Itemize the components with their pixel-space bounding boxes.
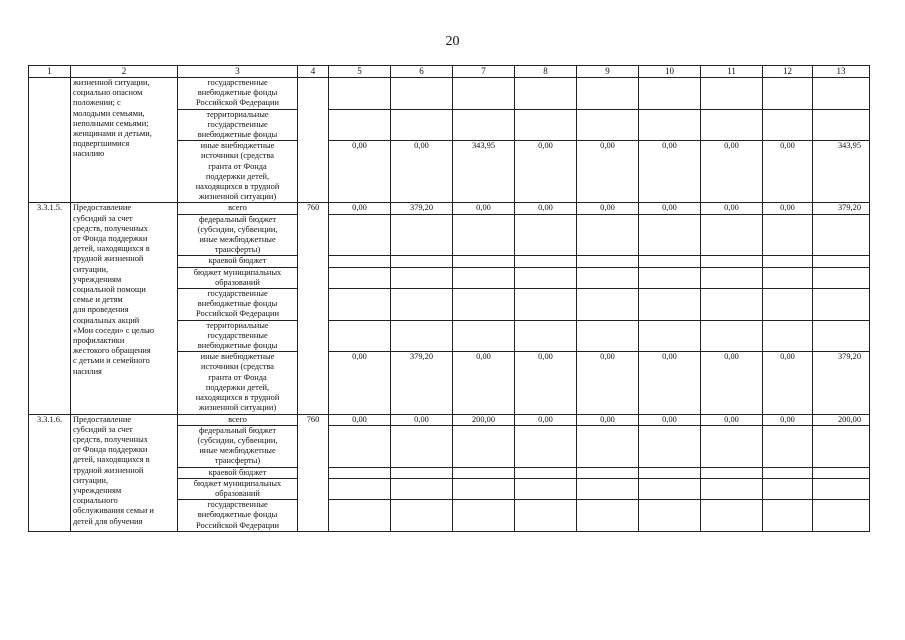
value-cell-col13: 379,20	[813, 203, 870, 214]
item-name-line: детей, находящихся в	[73, 244, 150, 254]
item-name-line: ситуации,	[73, 264, 109, 274]
value-cell-col11	[701, 267, 763, 288]
funding-source	[178, 478, 298, 499]
funding-source-line: территориальные	[206, 109, 269, 119]
value-cell-col5	[329, 478, 391, 499]
value-cell-col12	[763, 214, 813, 256]
item-name-line: детей для обучения	[73, 516, 143, 526]
funding-source-line: трансферты)	[214, 245, 261, 255]
funding-source	[178, 214, 298, 256]
item-name-line: субсидий за счет	[73, 424, 133, 434]
value-cell-col9: 0,00	[577, 414, 639, 425]
value-cell-col11	[701, 425, 763, 467]
value-cell-col11	[701, 500, 763, 532]
funding-source	[178, 414, 298, 425]
item-name-line: Предоставление	[73, 414, 132, 424]
value-cell-col13	[813, 467, 870, 478]
value-cell-col9: 0,00	[577, 352, 639, 414]
value-cell-col7: 343,95	[453, 141, 515, 203]
value-cell-col7: 0,00	[453, 352, 515, 414]
value-cell-col11	[701, 214, 763, 256]
value-cell-col7	[453, 320, 515, 352]
funding-source-line: бюджет муниципальных	[193, 267, 282, 277]
value-cell-col8	[515, 320, 577, 352]
table-row	[29, 203, 870, 214]
value-cell-col8: 0,00	[515, 141, 577, 203]
value-cell-col12: 0,00	[763, 414, 813, 425]
value-cell-col5	[329, 267, 391, 288]
header-row	[29, 66, 870, 78]
value-cell-col5	[329, 467, 391, 478]
funding-source-line: краевой бюджет	[208, 256, 267, 266]
value-cell-col8	[515, 500, 577, 532]
item-name-line: трудной жизненной	[73, 465, 144, 475]
value-cell-col8	[515, 289, 577, 321]
value-cell-col5	[329, 214, 391, 256]
funding-source-line: гранта от Фонда	[208, 161, 267, 171]
item-name-line: социально опасном	[73, 88, 143, 98]
funding-source	[178, 425, 298, 467]
value-cell-col10	[639, 289, 701, 321]
item-name-line: социального	[73, 496, 118, 506]
funding-source-line: находящихся в трудной	[195, 182, 280, 192]
value-cell-col10	[639, 256, 701, 267]
value-cell-col13: 343,95	[813, 141, 870, 203]
value-cell-col9	[577, 109, 639, 141]
value-cell-col5: 0,00	[329, 141, 391, 203]
value-cell-col10	[639, 267, 701, 288]
value-cell-col7	[453, 78, 515, 110]
value-cell-col8	[515, 78, 577, 110]
value-cell-col9	[577, 289, 639, 321]
item-name-line: от Фонда поддержки	[73, 445, 148, 455]
item-name-line: Предоставление	[73, 203, 132, 213]
value-cell-col5	[329, 320, 391, 352]
funding-source	[178, 256, 298, 267]
value-cell-col5: 0,00	[329, 203, 391, 214]
item-name-line: «Мои соседи» с целью	[73, 325, 155, 335]
item-name-line: насилию	[73, 149, 105, 159]
funding-source-line: трансферты)	[214, 456, 261, 466]
value-cell-col8	[515, 214, 577, 256]
funding-source	[178, 78, 298, 110]
header-cell-8: 8	[515, 66, 577, 78]
value-cell-col13	[813, 214, 870, 256]
header-cell-3: 3	[178, 66, 298, 78]
value-cell-col8	[515, 425, 577, 467]
value-cell-col6	[391, 425, 453, 467]
value-cell-col8	[515, 109, 577, 141]
item-name-line: учреждениям	[73, 485, 122, 495]
funding-source-line: внебюджетные фонды	[197, 299, 278, 309]
item-name-line: субсидий за счет	[73, 213, 133, 223]
header-cell-12: 12	[763, 66, 813, 78]
funding-source-line: находящихся в трудной	[195, 393, 280, 403]
value-cell-col6: 0,00	[391, 414, 453, 425]
value-cell-col13	[813, 478, 870, 499]
item-name-line: подвергшимися	[73, 139, 130, 149]
value-cell-col13: 379,20	[813, 352, 870, 414]
item-name-line: молодыми семьями,	[73, 108, 145, 118]
value-cell-col9	[577, 267, 639, 288]
value-cell-col8	[515, 267, 577, 288]
item-name-line: профилактики	[73, 336, 125, 346]
value-cell-col13	[813, 289, 870, 321]
table-row	[29, 414, 870, 425]
header-cell-1: 1	[29, 66, 71, 78]
value-cell-col6: 0,00	[391, 141, 453, 203]
funding-source	[178, 289, 298, 321]
funding-source-line: образований	[215, 488, 260, 498]
value-cell-col12	[763, 256, 813, 267]
item-name-line: средств, полученных	[73, 434, 148, 444]
value-cell-col10: 0,00	[639, 352, 701, 414]
item-name-line: от Фонда поддержки	[73, 234, 148, 244]
value-cell-col6	[391, 320, 453, 352]
item-name	[71, 78, 178, 203]
value-cell-col7	[453, 467, 515, 478]
funding-source-line: федеральный бюджет	[198, 214, 277, 224]
header-cell-5: 5	[329, 66, 391, 78]
value-cell-col8	[515, 256, 577, 267]
value-cell-col7	[453, 478, 515, 499]
value-cell-col13: 200,00	[813, 414, 870, 425]
value-cell-col7: 0,00	[453, 203, 515, 214]
funding-source-line: государственные	[207, 119, 268, 129]
funding-source-line: источники (средства	[200, 362, 275, 372]
funding-source-line: государственные	[207, 289, 268, 299]
value-cell-col12	[763, 267, 813, 288]
value-cell-col9	[577, 478, 639, 499]
value-cell-col7	[453, 267, 515, 288]
funding-source	[178, 267, 298, 288]
value-cell-col7	[453, 109, 515, 141]
value-cell-col9	[577, 214, 639, 256]
funding-source-line: территориальные	[206, 320, 269, 330]
item-number: 3.3.1.6.	[29, 414, 71, 531]
value-cell-col6	[391, 256, 453, 267]
value-cell-col12	[763, 500, 813, 532]
value-cell-col6	[391, 289, 453, 321]
value-cell-col13	[813, 425, 870, 467]
item-name-line: с детьми и семейного	[73, 356, 150, 366]
item-name-line: положении; с	[73, 98, 121, 108]
funding-source-line: жизненной ситуации)	[198, 403, 277, 413]
funding-source-line: государственные	[207, 330, 268, 340]
item-name-line: насилия	[73, 366, 102, 376]
value-cell-col12	[763, 478, 813, 499]
value-cell-col9	[577, 467, 639, 478]
value-cell-col7	[453, 500, 515, 532]
value-cell-col5: 0,00	[329, 352, 391, 414]
value-cell-col13	[813, 500, 870, 532]
value-cell-col6	[391, 214, 453, 256]
funding-source-line: иные внебюджетные	[200, 141, 275, 151]
item-name	[71, 414, 178, 531]
funding-source-line: бюджет муниципальных	[193, 478, 282, 488]
value-cell-col10	[639, 109, 701, 141]
value-cell-col11	[701, 320, 763, 352]
item-code	[298, 78, 329, 203]
value-cell-col12: 0,00	[763, 203, 813, 214]
funding-source-line: источники (средства	[200, 151, 275, 161]
value-cell-col10	[639, 425, 701, 467]
funding-source-line: поддержки детей,	[205, 171, 270, 181]
value-cell-col12	[763, 425, 813, 467]
value-cell-col7	[453, 289, 515, 321]
value-cell-col6	[391, 78, 453, 110]
value-cell-col12	[763, 320, 813, 352]
value-cell-col7	[453, 256, 515, 267]
item-name-line: средств, полученных	[73, 223, 148, 233]
value-cell-col13	[813, 320, 870, 352]
header-cell-4: 4	[298, 66, 329, 78]
item-code: 760	[298, 203, 329, 414]
value-cell-col8: 0,00	[515, 352, 577, 414]
value-cell-col12	[763, 467, 813, 478]
value-cell-col12	[763, 109, 813, 141]
value-cell-col13	[813, 267, 870, 288]
value-cell-col10	[639, 78, 701, 110]
funding-source-line: иные межбюджетные	[199, 446, 276, 456]
value-cell-col6	[391, 500, 453, 532]
value-cell-col12	[763, 289, 813, 321]
value-cell-col8: 0,00	[515, 203, 577, 214]
value-cell-col8: 0,00	[515, 414, 577, 425]
value-cell-col11: 0,00	[701, 141, 763, 203]
budget-table	[28, 65, 870, 532]
item-name-line: женщинами и детьми,	[73, 129, 152, 139]
value-cell-col12: 0,00	[763, 141, 813, 203]
value-cell-col10	[639, 467, 701, 478]
value-cell-col6	[391, 109, 453, 141]
value-cell-col10: 0,00	[639, 414, 701, 425]
funding-source-line: гранта от Фонда	[208, 372, 267, 382]
header-cell-7: 7	[453, 66, 515, 78]
item-name	[71, 203, 178, 414]
value-cell-col7	[453, 425, 515, 467]
value-cell-col8	[515, 467, 577, 478]
funding-source	[178, 141, 298, 203]
funding-source	[178, 203, 298, 214]
header-cell-10: 10	[639, 66, 701, 78]
item-name-line: учреждениям	[73, 274, 122, 284]
item-name-line: социальных акций	[73, 315, 140, 325]
funding-source-line: государственные	[207, 500, 268, 510]
value-cell-col5: 0,00	[329, 414, 391, 425]
value-cell-col10	[639, 500, 701, 532]
funding-source-line: федеральный бюджет	[198, 425, 277, 435]
item-name-line: социальной помощи	[73, 285, 146, 295]
funding-source-line: Российской Федерации	[196, 98, 279, 108]
value-cell-col9	[577, 425, 639, 467]
value-cell-col10	[639, 320, 701, 352]
funding-source-line: внебюджетные фонды	[197, 341, 278, 351]
header-cell-11: 11	[701, 66, 763, 78]
table-row	[29, 78, 870, 110]
value-cell-col5	[329, 109, 391, 141]
item-name-line: семье и детям	[73, 295, 123, 305]
value-cell-col6	[391, 467, 453, 478]
value-cell-col6: 379,20	[391, 203, 453, 214]
funding-source-line: всего	[228, 203, 247, 213]
value-cell-col9	[577, 500, 639, 532]
value-cell-col10	[639, 214, 701, 256]
item-name-line: обслуживания семьи и	[73, 506, 154, 516]
item-name-line: жизненной ситуации,	[73, 78, 150, 87]
funding-source	[178, 352, 298, 414]
header-cell-6: 6	[391, 66, 453, 78]
item-name-line: неполными семьями;	[73, 118, 149, 128]
header-cell-9: 9	[577, 66, 639, 78]
value-cell-col12: 0,00	[763, 352, 813, 414]
value-cell-col6	[391, 478, 453, 499]
item-number	[29, 78, 71, 203]
funding-source	[178, 320, 298, 352]
value-cell-col11	[701, 289, 763, 321]
value-cell-col9: 0,00	[577, 141, 639, 203]
value-cell-col11	[701, 467, 763, 478]
item-name-line: ситуации,	[73, 475, 109, 485]
value-cell-col9	[577, 320, 639, 352]
value-cell-col13	[813, 256, 870, 267]
value-cell-col7: 200,00	[453, 414, 515, 425]
value-cell-col9: 0,00	[577, 203, 639, 214]
value-cell-col9	[577, 256, 639, 267]
funding-source-line: краевой бюджет	[208, 467, 267, 477]
value-cell-col10: 0,00	[639, 203, 701, 214]
item-name-line: трудной жизненной	[73, 254, 144, 264]
value-cell-col11: 0,00	[701, 203, 763, 214]
item-name-line: для проведения	[73, 305, 129, 315]
header-cell-13: 13	[813, 66, 870, 78]
item-name-line: детей, находящихся в	[73, 455, 150, 465]
value-cell-col13	[813, 78, 870, 110]
value-cell-col9	[577, 78, 639, 110]
funding-source-line: поддержки детей,	[205, 382, 270, 392]
value-cell-col10: 0,00	[639, 141, 701, 203]
funding-source-line: (субсидии, субвенции,	[197, 435, 278, 445]
item-name-line: жестокого обращения	[73, 346, 151, 356]
funding-source-line: внебюджетные фонды	[197, 130, 278, 140]
value-cell-col5	[329, 256, 391, 267]
value-cell-col5	[329, 78, 391, 110]
funding-source-line: иные межбюджетные	[199, 235, 276, 245]
header-cell-2: 2	[71, 66, 178, 78]
value-cell-col5	[329, 500, 391, 532]
value-cell-col10	[639, 478, 701, 499]
value-cell-col5	[329, 425, 391, 467]
funding-source	[178, 109, 298, 141]
value-cell-col11: 0,00	[701, 414, 763, 425]
item-number: 3.3.1.5.	[29, 203, 71, 414]
value-cell-col5	[329, 289, 391, 321]
value-cell-col8	[515, 478, 577, 499]
funding-source-line: Российской Федерации	[196, 309, 279, 319]
funding-source-line: иные внебюджетные	[200, 352, 275, 362]
funding-source-line: внебюджетные фонды	[197, 510, 278, 520]
value-cell-col6: 379,20	[391, 352, 453, 414]
value-cell-col11	[701, 109, 763, 141]
value-cell-col6	[391, 267, 453, 288]
item-code: 760	[298, 414, 329, 531]
funding-source	[178, 500, 298, 532]
value-cell-col11	[701, 478, 763, 499]
funding-source-line: Российской Федерации	[196, 520, 279, 530]
value-cell-col11	[701, 256, 763, 267]
funding-source-line: внебюджетные фонды	[197, 88, 278, 98]
funding-source-line: жизненной ситуации)	[198, 192, 277, 202]
funding-source	[178, 467, 298, 478]
funding-source-line: образований	[215, 277, 260, 287]
value-cell-col13	[813, 109, 870, 141]
page-number: 20	[445, 34, 460, 49]
value-cell-col11: 0,00	[701, 352, 763, 414]
funding-source-line: всего	[228, 414, 247, 424]
funding-source-line: государственные	[207, 78, 268, 87]
value-cell-col7	[453, 214, 515, 256]
funding-source-line: (субсидии, субвенции,	[197, 224, 278, 234]
value-cell-col11	[701, 78, 763, 110]
value-cell-col12	[763, 78, 813, 110]
